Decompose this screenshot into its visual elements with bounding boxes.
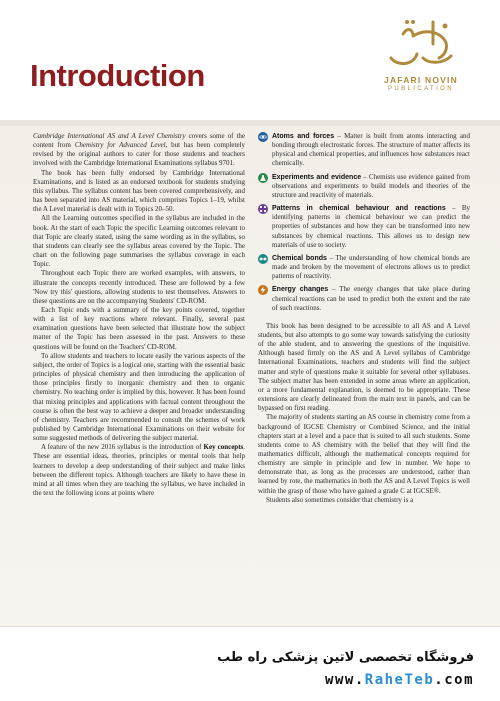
publisher-logo xyxy=(366,14,476,114)
paragraph: Students also sometimes consider that chemistry is a xyxy=(266,495,414,504)
concept-text: – The understanding of how chemical bonds are made and broken by the movement of electrons allows us to predict patterns of reactivity. xyxy=(272,253,470,281)
left-column xyxy=(33,132,245,498)
book-title-italic: Chemistry for Advanced Level xyxy=(74,141,166,150)
atom-icon xyxy=(258,132,268,142)
concept-text: – By identifying patterns in chemical behaviour we can predict the properties of substances and how they can be transformed into new substances by chemical reactions. This allows us to design new materials of use to society. xyxy=(272,204,470,249)
flask-icon xyxy=(258,173,268,183)
paragraph: Throughout each Topic there are worked examples, with answers, to illustrate the concepts recently introduced. These are followed by a few 'Now try this' questions, allowing students to test themselves. Answers to these questions are on the accompanying Students' CD-ROM. xyxy=(33,269,245,305)
concept-text: – Chemists use evidence gained from observations and experiments to build models and theories of the structure and reactivity of materials. xyxy=(272,172,470,199)
concept-experiments-evidence xyxy=(258,173,470,200)
paragraph: The book has been fully endorsed by Cambridge International Examinations, and is listed as an endorsed textbook for students studying this syllabus. The syllabus content has been covered comprehensively, and has been separated into AS material, which comprises Topics 1–19, whilst the A Level material is dealt with in Topics 20–50. xyxy=(33,168,245,214)
right-column xyxy=(258,132,470,505)
url-suffix: .com xyxy=(434,672,474,688)
energy-icon xyxy=(258,285,268,295)
store-url[interactable] xyxy=(325,672,474,688)
bond-icon xyxy=(258,254,268,264)
paragraph: To allow students and teachers to locate easily the various aspects of the subject, the order of Topics is a logical one, starting with the essential basic principles of physical chemistry and then introducing the application of those principles firstly to inorganic chemistry and then to organic chemistry. No teaching order is implied by this, however. It has been found that mixing principles and applications with factual content throughout the course is often the best way to achieve a deeper and broader understanding of chemistry. Teachers are recommended to consult the schemes of work published by Cambridge International Examinations on their website for some suggested methods of delivering the subject material. xyxy=(33,351,245,443)
book-title-italic: Cambridge International AS and A Level Chemistry xyxy=(33,132,186,140)
concept-title: Atoms and forces xyxy=(272,133,335,140)
logo-subtitle: PUBLICATION xyxy=(388,86,454,92)
key-concepts-term: Key concepts xyxy=(203,443,244,452)
concept-atoms-forces xyxy=(258,132,470,169)
url-prefix: www. xyxy=(325,672,365,688)
pattern-icon xyxy=(258,204,268,214)
concept-title: Energy changes xyxy=(272,286,329,294)
paragraph: The majority of students starting an AS course in chemistry come from a background of IGCSE Chemistry or Combined Science, and the initial chapters start at a level and a pace that is suited to all such students. Some students come to AS chemistry with the belief that they will find the mathematics difficult, although the mathematical concepts required for chemistry are simple in principle and few in number. We hope to demonstrate that, as long as the processes are understood, rather than learned by rote, the mathematics in both the AS and A Level Topics is well within the grasp of those who have gained a grade C at IGCSE®. xyxy=(258,413,470,495)
text-run: . These are essential ideas, theories, principles or mental tools that help learners to develop a deep understanding of their subject and make links between the different topics. Although teachers are likely to have these in mind at all times when they are teaching the syllabus, we have included in the text the following icons at points where xyxy=(33,443,245,498)
store-name-persian: فروشگاه تخصصی لاتین پزشکی راه طب xyxy=(217,650,474,665)
concept-patterns xyxy=(258,204,470,250)
concept-text: – Matter is built from atoms interacting and bonding through electrostatic forces. The structure of matter affects its physical and chemical properties, and influences how substances react chemically. xyxy=(272,132,470,168)
paragraph: All the Learning outcomes specified in the syllabus are included in the book. At the start of each Topic the specific Learning outcomes relevant to that Topic are clearly stated, using the same wording as in the syllabus, so that students can clearly see the syllabus areas covered by the Topic. The chart on the following page summarises the syllabus coverage in each Topic. xyxy=(33,214,245,269)
concept-energy-changes xyxy=(258,285,470,312)
page-title: Introduction xyxy=(30,58,205,93)
concept-chemical-bonds xyxy=(258,254,470,281)
concept-title: Experiments and evidence xyxy=(272,173,362,181)
concept-text: – The energy changes that take place during chemical reactions can be used to predict both the extent and the rate of such reactions. xyxy=(272,285,470,312)
logo-name: JAFARI NOVIN xyxy=(384,75,458,85)
calligraphy-logo-icon xyxy=(383,14,459,74)
concept-title: Chemical bonds xyxy=(272,254,327,262)
paragraph: This book has been designed to be accessible to all AS and A Level students, but also attempts to go some way towards satisfying the curiosity of the able student, and to answering the questions of the inquisitive. Although based firmly on the AS and A Level syllabus of Cambridge International Examinations, teachers and students will find the subject matter and style of questions make it suitable for several other syllabuses. The subject matter has been extended in some areas where an application, or a more fundamental explanation, is deemed to be appropriate. These extensions are clearly delineated from the main text in panels, and can be bypassed on first reading. xyxy=(258,321,470,413)
url-brand: RaheTeb xyxy=(364,672,435,688)
concept-title: Patterns in chemical behaviour and reactions xyxy=(272,205,446,213)
paragraph xyxy=(33,132,245,169)
paragraph: Each Topic ends with a summary of the key points covered, together with a list of key reactions where relevant. Finally, several past examination questions have been selected that illustrate how the subject matter of the Topic has been assessed in the past. Answers to these questions will be found on the Teachers' CD-ROM. xyxy=(33,305,245,351)
paragraph xyxy=(33,443,245,498)
text-run: , but has been completely revised by the original authors to cater for those students and teachers involved with the Cambridge International Examinations syllabus 9701. xyxy=(33,141,246,168)
text-run: A feature of the new 2016 syllabus is the introduction of xyxy=(41,443,204,452)
text-run: covers some of the content from xyxy=(33,132,245,150)
